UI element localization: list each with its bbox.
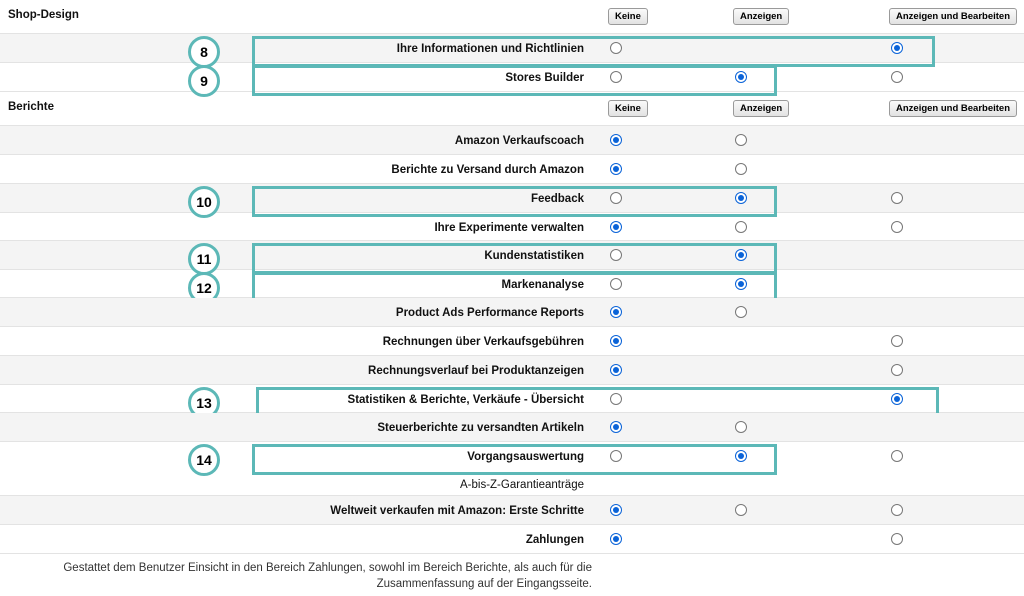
step-badge-8: 8 [188, 36, 220, 68]
zahlungen-description: Gestattet dem Benutzer Einsicht in den Bereich Zahlungen, sowohl im Bereich Berichte, als auch für die Zusammenfassung auf der Eingangsseite. [63, 562, 592, 590]
radio-none-weltweit-verkaufen-mit-amazon-erste-schritte[interactable] [610, 504, 622, 516]
reports-header-row [0, 92, 1024, 126]
permission-label-vorgangsauswertung: Vorgangsauswertung [467, 451, 584, 463]
permission-row-zahlungen [0, 525, 1024, 554]
radio-view-product-ads-performance-reports[interactable] [735, 306, 747, 318]
step-badge-12: 12 [188, 272, 220, 304]
permission-label-steuerberichte-zu-versandten-artikeln: Steuerberichte zu versandten Artikeln [377, 422, 584, 434]
permission-label-stores-builder: Stores Builder [505, 72, 584, 84]
reports-view-all-button[interactable]: Anzeigen [733, 100, 789, 117]
step-badge-9: 9 [188, 65, 220, 97]
step-badge-11: 11 [188, 243, 220, 275]
radio-none-rechnungen-ueber-verkaufsgebuehren[interactable] [610, 335, 622, 347]
permission-label-berichte-zu-versand-durch-amazon: Berichte zu Versand durch Amazon [391, 164, 584, 176]
radio-none-berichte-zu-versand-durch-amazon[interactable] [610, 163, 622, 175]
permission-label-markenanalyse: Markenanalyse [501, 279, 584, 291]
radio-view-amazon-verkaufscoach[interactable] [735, 134, 747, 146]
radio-edit-feedback[interactable] [891, 192, 903, 204]
radio-edit-rechnungsverlauf-bei-produktanzeigen[interactable] [891, 364, 903, 376]
shop_design-none-all-button[interactable]: Keine [608, 8, 648, 25]
shop_design-edit-all-button[interactable]: Anzeigen und Bearbeiten [889, 8, 1017, 25]
radio-edit-zahlungen[interactable] [891, 533, 903, 545]
permission-label-product-ads-performance-reports: Product Ads Performance Reports [395, 307, 584, 319]
shop_design-title: Shop-Design [8, 9, 79, 21]
radio-edit-vorgangsauswertung[interactable] [891, 450, 903, 462]
permission-label-amazon-verkaufscoach: Amazon Verkaufscoach [454, 135, 584, 147]
step-badge-10: 10 [188, 186, 220, 218]
shop_design-view-all-button[interactable]: Anzeigen [733, 8, 789, 25]
radio-none-zahlungen[interactable] [610, 533, 622, 545]
permission-label-statistiken-berichte-verkaeufe-uebersicht: Statistiken & Berichte, Verkäufe - Übersicht [347, 394, 584, 406]
radio-edit-stores-builder[interactable] [891, 71, 903, 83]
radio-none-product-ads-performance-reports[interactable] [610, 306, 622, 318]
radio-none-amazon-verkaufscoach[interactable] [610, 134, 622, 146]
permission-label-ihre-informationen-und-richtlinien: Ihre Informationen und Richtlinien [396, 43, 584, 55]
permission-label-rechnungsverlauf-bei-produktanzeigen: Rechnungsverlauf bei Produktanzeigen [368, 365, 584, 377]
radio-edit-ihre-experimente-verwalten[interactable] [891, 221, 903, 233]
permission-label-ihre-experimente-verwalten: Ihre Experimente verwalten [434, 222, 584, 234]
permission-label-weltweit-verkaufen-mit-amazon-erste-schritte: Weltweit verkaufen mit Amazon: Erste Schritte [330, 505, 584, 517]
radio-view-ihre-experimente-verwalten[interactable] [735, 221, 747, 233]
radio-none-rechnungsverlauf-bei-produktanzeigen[interactable] [610, 364, 622, 376]
reports-title: Berichte [8, 101, 55, 113]
highlight-box-vorgangsauswertung [252, 444, 777, 475]
reports-none-all-button[interactable]: Keine [608, 100, 648, 117]
radio-view-berichte-zu-versand-durch-amazon[interactable] [735, 163, 747, 175]
reports-edit-all-button[interactable]: Anzeigen und Bearbeiten [889, 100, 1017, 117]
radio-view-steuerberichte-zu-versandten-artikeln[interactable] [735, 421, 747, 433]
radio-edit-weltweit-verkaufen-mit-amazon-erste-schritte[interactable] [891, 504, 903, 516]
permission-label-zahlungen: Zahlungen [525, 534, 584, 546]
step-badge-13: 13 [188, 387, 220, 419]
radio-edit-rechnungen-ueber-verkaufsgebuehren[interactable] [891, 335, 903, 347]
permission-label-rechnungen-ueber-verkaufsgebuehren: Rechnungen über Verkaufsgebühren [382, 336, 584, 348]
step-badge-14: 14 [188, 444, 220, 476]
shop_design-header-row [0, 0, 1024, 34]
radio-none-ihre-experimente-verwalten[interactable] [610, 221, 622, 233]
radio-none-steuerberichte-zu-versandten-artikeln[interactable] [610, 421, 622, 433]
permission-label-feedback: Feedback [530, 193, 584, 205]
radio-view-weltweit-verkaufen-mit-amazon-erste-schritte[interactable] [735, 504, 747, 516]
permission-sublabel-vorgangsauswertung: A-bis-Z-Garantieanträge [460, 479, 584, 491]
permission-label-kundenstatistiken: Kundenstatistiken [484, 250, 584, 262]
